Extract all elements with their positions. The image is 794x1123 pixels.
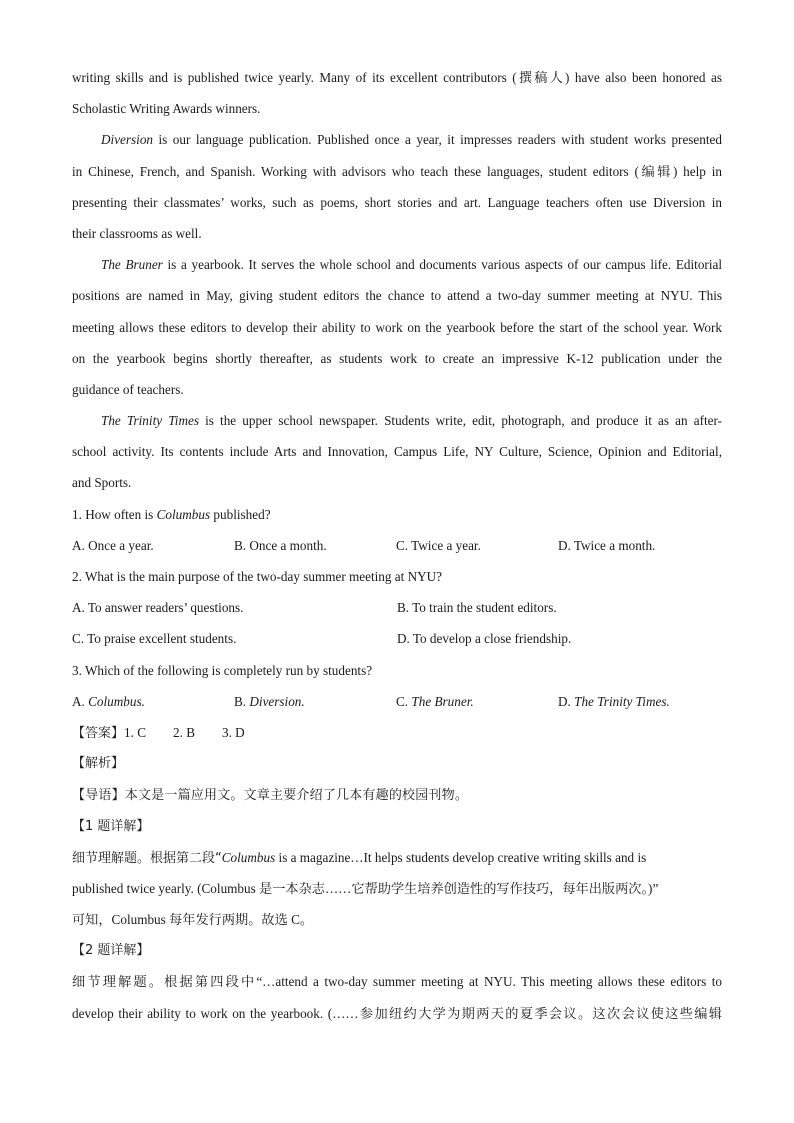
option-a: A. Once a year. — [72, 537, 154, 553]
question-options — [72, 686, 722, 717]
publication-title: The Bruner — [101, 257, 163, 273]
analysis-line: 细节理解题。根据第二段“Columbus is a magazine…It helps students develop creative writing skills and is — [72, 849, 647, 866]
option-b: B. To train the student editors. — [397, 600, 557, 616]
answer-label: 【答案】 — [72, 725, 125, 741]
option-a: A. Columbus. — [72, 693, 145, 709]
paragraph-line: writing skills and is published twice yearly. Many of its excellent contributors (撰稿人) have also been honored as — [72, 70, 722, 85]
paragraph-line: The Bruner is a yearbook. It serves the whole school and documents various aspects of our campus life. Editorial — [101, 257, 722, 273]
paragraph-line: on the yearbook begins shortly thereafter, as students work to create an impressive K-12 publication under the — [72, 350, 722, 366]
option-d: D. Twice a month. — [558, 537, 656, 553]
question-stem: 3. Which of the following is completely run by students? — [72, 662, 373, 678]
q2-detail-label: 【2 题详解】 — [72, 943, 150, 959]
paragraph-line: and Sports. — [72, 475, 132, 491]
guide-line: 【导语】本文是一篇应用文。文章主要介绍了几本有趣的校园刊物。 — [72, 788, 469, 804]
question-options — [72, 623, 722, 654]
paragraph-line: Scholastic Writing Awards winners. — [72, 101, 261, 117]
document-page — [72, 62, 722, 1029]
analysis-line: 可知，Columbus 每年发行两期。故选 C。 — [72, 912, 314, 928]
option-c: C. Twice a year. — [396, 537, 481, 553]
question-options — [72, 530, 722, 561]
q1-detail-label: 【1 题详解】 — [72, 818, 150, 834]
analysis-line: published twice yearly. (Columbus 是一本杂志……它帮助学生培养创造性的写作技巧，每年出版两次。)” — [72, 880, 659, 896]
question-stem: 1. How often is Columbus published? — [72, 506, 271, 522]
paragraph-line: their classrooms as well. — [72, 225, 202, 241]
question-stem: 2. What is the main purpose of the two-day summer meeting at NYU? — [72, 569, 443, 584]
option-a: A. To answer readers’ questions. — [72, 600, 244, 616]
paragraph-line: in Chinese, French, and Spanish. Working with advisors who teach these languages, student editors (编辑) help in — [72, 163, 722, 179]
option-c: C. The Bruner. — [396, 693, 474, 709]
option-b: B. Once a month. — [234, 537, 327, 553]
option-d: D. The Trinity Times. — [558, 693, 670, 709]
publication-title: The Trinity Times — [101, 413, 199, 429]
option-d: D. To develop a close friendship. — [397, 631, 572, 647]
paragraph-line: Diversion is our language publication. Published once a year, it impresses readers with student works presented — [101, 132, 722, 148]
paragraph-line: meeting allows these editors to develop their ability to work on the yearbook before the start of the school year. Work — [72, 319, 722, 335]
paragraph-line: positions are named in May, giving student editors the chance to attend a two-day summer meeting at NYU. This — [72, 288, 722, 304]
answer-line: 【答案】1. C 2. B 3. D — [72, 724, 245, 741]
publication-title: Diversion — [101, 132, 154, 148]
paragraph-line: guidance of teachers. — [72, 381, 184, 397]
option-c: C. To praise excellent students. — [72, 631, 237, 647]
question-options — [72, 592, 722, 623]
option-b: B. Diversion. — [234, 693, 305, 709]
analysis-line: 细节理解题。根据第四段中“…attend a two-day summer meeting at NYU. This meeting allows these editors to — [72, 974, 722, 990]
paragraph-line: presenting their classmates’ works, such as poems, short stories and art. Language teachers often use Diversion in — [72, 194, 722, 210]
paragraph-line: The Trinity Times is the upper school newspaper. Students write, edit, photograph, and produce it as an after- — [101, 413, 722, 429]
analysis-line: develop their ability to work on the yearbook. (……参加纽约大学为期两天的夏季会议。这次会议使这些编辑 — [72, 1005, 722, 1021]
paragraph-line: school activity. Its contents include Arts and Innovation, Campus Life, NY Culture, Science, Opinion and Editorial, — [72, 444, 722, 460]
analysis-label: 【解析】 — [72, 756, 125, 772]
